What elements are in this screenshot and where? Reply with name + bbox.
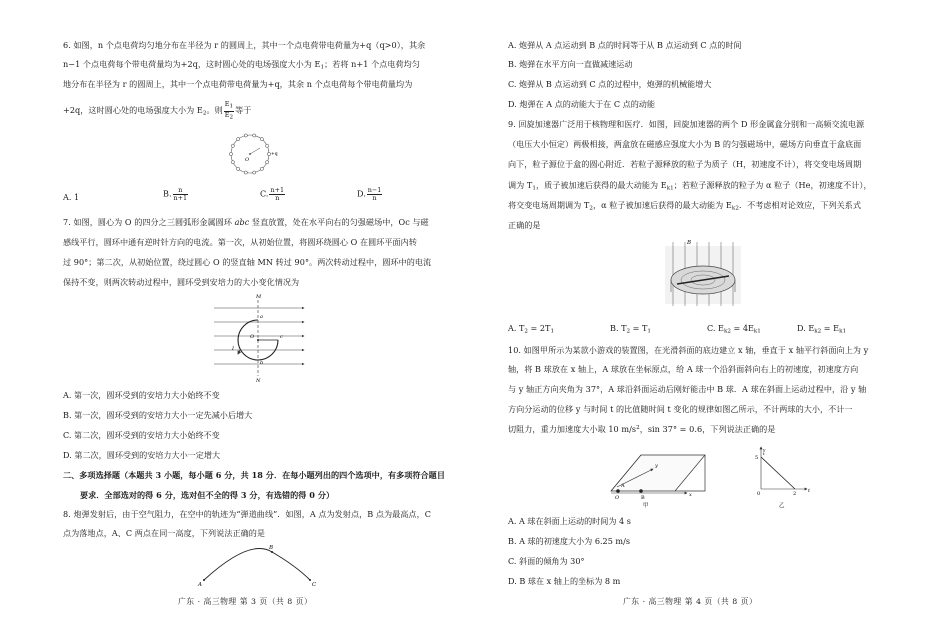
q10-yi-t-label: t (808, 488, 811, 494)
q10-line-4: 方向分运动的位移 y 与时间 t 的比值随时间 t 变化的规律如图乙所示，不计两球的大小，不计一 (508, 404, 853, 414)
q10-line-2: 轴，将 B 球放在 x 轴上，A 球放在坐标原点，给 A 球一个沿斜面斜向右上的初速度，初速度方向 (508, 364, 859, 374)
q6-point-charge (237, 167, 240, 170)
q6-point-charge (244, 171, 247, 174)
q8-option-a[interactable]: A. 炮弹从 A 点运动到 B 点的时间等于从 B 点运动到 C 点的时间 (508, 40, 742, 50)
q7-line-2: 感线平行，圆环中通有逆时针方向的电流。第一次，从初始位置，将圆环绕圆心 O 在圆环平面内转 (63, 237, 417, 247)
q9-option-b[interactable]: B. $T_2 = T_1$ (610, 323, 651, 335)
q7-line-4: 保持不变，则两次转动过程中，圆环受到安培力的大小变化情况为 (63, 277, 300, 287)
q7-label-i: I (232, 346, 234, 352)
q7-option-c[interactable]: C. 第二次，圆环受到的安培力大小始终不变 (63, 430, 220, 440)
q10-jia-label-b: B (641, 495, 645, 501)
q6-option-b[interactable]: B. $\frac{n}{n+1}$ (163, 186, 188, 202)
q7-option-a[interactable]: A. 第一次，圆环受到的安培力大小始终不变 (63, 390, 220, 400)
q9-label-b: B (687, 240, 692, 246)
q7-label-n: N (256, 378, 261, 384)
q6-point-charge (237, 138, 240, 141)
q9-option-d[interactable]: D. $E_{k2} = E_{k1}$ (797, 323, 847, 335)
q10-yi-y-label-bottom: t (763, 451, 765, 456)
q7-label-b: b (260, 360, 264, 366)
q10-yi-y-label-top: y (763, 447, 766, 452)
q9-option-c[interactable]: C. $E_{k2} = 4E_{k1}$ (707, 323, 761, 335)
q6-point-charge (244, 134, 247, 137)
q6-option-c[interactable]: C. $\frac{n+1}{n}$ (260, 186, 285, 202)
q6-line-4: +2q，这时圆心处的电场强度大小为 $E_2$。则 $\frac{E1}{E2}$ 等于 (63, 100, 252, 120)
q6-charge-label: +q (271, 152, 278, 157)
q10-jia-label-y: y (655, 463, 658, 469)
q9-line-5: 将交变电场周期调为 $T_2$，α 粒子被加速后获得的最大动能为 $E_{k2}$．不考虑相对论效应，下列关系式 (508, 200, 862, 212)
q7-option-b[interactable]: B. 第一次，圆环受到的安培力大小一定先减小后增大 (63, 410, 253, 420)
right-page (475, 0, 950, 631)
q7-option-d[interactable]: D. 第二次，圆环受到的安培力大小一定增大 (63, 450, 221, 460)
q6-option-a[interactable]: A. 1 (63, 192, 80, 202)
q10-incline-figure-jia (605, 443, 709, 509)
q9-line-2: （电压大小恒定）两极相接，两盒放在磁感应强度大小为 B 的匀强磁场中，磁场方向垂直于盒底面 (508, 139, 862, 149)
q6-point-charge (253, 171, 256, 174)
q6-point-charge (253, 134, 256, 137)
q8-option-d[interactable]: D. 炮弹在 A 点的动能大于在 C 点的动能 (508, 99, 655, 109)
q7-line-1: 7. 如图，圆心为 O 的四分之三圆弧形金属圆环 abc 竖直放置，处在水平向右的匀强磁场中，Oc 与磁 (63, 217, 429, 227)
q7-label-c: c (280, 334, 283, 340)
q8-label-c: C (312, 582, 317, 588)
q10-jia-label-x: x (689, 492, 692, 498)
q6-point-charge (229, 152, 232, 155)
q8-line-2: 点为落地点，A、C 两点在同一高度，下列说法正确的是 (63, 528, 266, 538)
q6-point-charge (260, 138, 263, 141)
footer-page-3: 广东 · 高三物理 第 3 页（共 8 页） (178, 597, 313, 606)
q10-yi-tick-2: 2 (793, 491, 797, 497)
q10-jia-caption: 甲 (643, 503, 649, 509)
q6-ratio-fraction: $\frac{E1}{E2}$ (224, 100, 234, 120)
q8-line-1: 8. 炮弹发射后，由于空气阻力，在空中的轨迹为“弹道曲线”．如图，A 点为发射点，B 点为最高点，C (63, 509, 431, 519)
q10-option-c[interactable]: C. 斜面的倾角为 30° (508, 556, 585, 566)
footer-page-4: 广东 · 高三物理 第 4 页（共 8 页） (623, 597, 758, 606)
q7-line-3: 过 90°；第二次，从初始位置，绕过圆心 O 的竖直轴 MN 转过 90°。两次转动过程中，圆环中的电流 (63, 257, 432, 267)
q6-line-2: n−1 个点电荷每个带电荷量均为+2q，这时圆心处的电场强度大小为 $E_1$；若将 n+1 个点电荷均匀 (63, 59, 420, 71)
q6-center-label: O (245, 157, 250, 163)
q7-ring-in-field-figure (210, 292, 310, 382)
q10-yi-origin: 0 (757, 491, 761, 497)
q7-label-o: O (250, 334, 255, 340)
q8-option-b[interactable]: B. 炮弹在水平方向一直做减速运动 (508, 59, 633, 69)
q8-label-b: B (269, 545, 274, 551)
q6-line-3: 地分布在半径为 r 的圆周上，其中一个点电荷带电荷量为+q，其余 n 个点电荷每个带电荷量均为 (63, 79, 413, 89)
q8-trajectory-figure (198, 542, 324, 590)
q10-yi-caption: 乙 (779, 503, 785, 509)
q10-jia-label-a: A (621, 483, 625, 489)
q10-yi-tick-5: 5 (755, 455, 759, 461)
q7-label-a: a (260, 314, 263, 320)
q10-option-d[interactable]: D. B 球在 x 轴上的坐标为 8 m (508, 576, 621, 586)
q9-option-a[interactable]: A. $T_2 = 2T_1$ (508, 323, 554, 335)
q7-label-m: M (256, 294, 262, 300)
q6-point-charge (231, 161, 234, 164)
q9-line-4: 调为 $T_1$，质子被加速后获得的最大动能为 $E_{k1}$；若粒子源释放的粒子为 α 粒子（He，初速度不计）， (508, 180, 872, 192)
q6-point-charge (266, 144, 269, 147)
section-2-heading-line-1: 二、多项选择题（本题共 3 小题，每小题 6 分，共 18 分．在每小题列出的四个选项中，有多项符合题目 (63, 470, 445, 480)
q8-option-c[interactable]: C. 炮弹从 B 点运动到 C 点的过程中，炮弹的机械能增大 (508, 79, 712, 89)
q6-point-charge (231, 144, 234, 147)
q10-option-b[interactable]: B. A 球的初速度大小为 6.25 m/s (508, 536, 630, 546)
q10-option-a[interactable]: A. A 球在斜面上运动的时间为 4 s (508, 516, 631, 526)
q10-jia-label-o: O (615, 495, 620, 501)
section-2-heading-line-2: 要求．全部选对的得 6 分，选对但不全的得 3 分，有选错的得 0 分） (80, 490, 335, 500)
q8-label-a: A (198, 582, 202, 588)
q6-point-charge (260, 167, 263, 170)
q9-line-1: 9. 回旋加速器广泛用于核物理和医疗．如图，回旋加速器的两个 D 形金属盒分别和一高频交流电源 (508, 119, 865, 129)
q10-graph-figure-yi (755, 443, 815, 509)
q6-option-d[interactable]: D. $\frac{n-1}{n}$ (357, 186, 382, 202)
q6-point-charge (266, 161, 269, 164)
q10-line-3: 与 y 轴正方向夹角为 37°，A 球沿斜面运动后刚好能击中 B 球．A 球在斜面上运动过程中，沿 y 轴 (508, 384, 867, 394)
q10-line-1: 10. 如图甲所示为某款小游戏的装置图，在光滑斜面的底边建立 x 轴，垂直于 x 轴平行斜面向上为 y (508, 345, 869, 355)
q10-line-5: 切阻力，重力加速度大小取 10 $m/s^2$，sin 37° = 0.6，下列说法正确的是 (508, 424, 776, 434)
q6-line-1: 6. 如图，n 个点电荷均匀地分布在半径为 r 的圆周上，其中一个点电荷带电荷量为+q（q>0），其余 (63, 40, 426, 50)
q9-line-3: 向下，粒子源位于盒的圆心附近．若粒子源释放的粒子为质子（H，初速度不计），将交变电场周期 (508, 159, 862, 169)
q9-cyclotron-figure (659, 236, 747, 312)
q9-line-6: 正确的是 (508, 220, 541, 230)
q6-circle-charges-figure (225, 128, 278, 180)
